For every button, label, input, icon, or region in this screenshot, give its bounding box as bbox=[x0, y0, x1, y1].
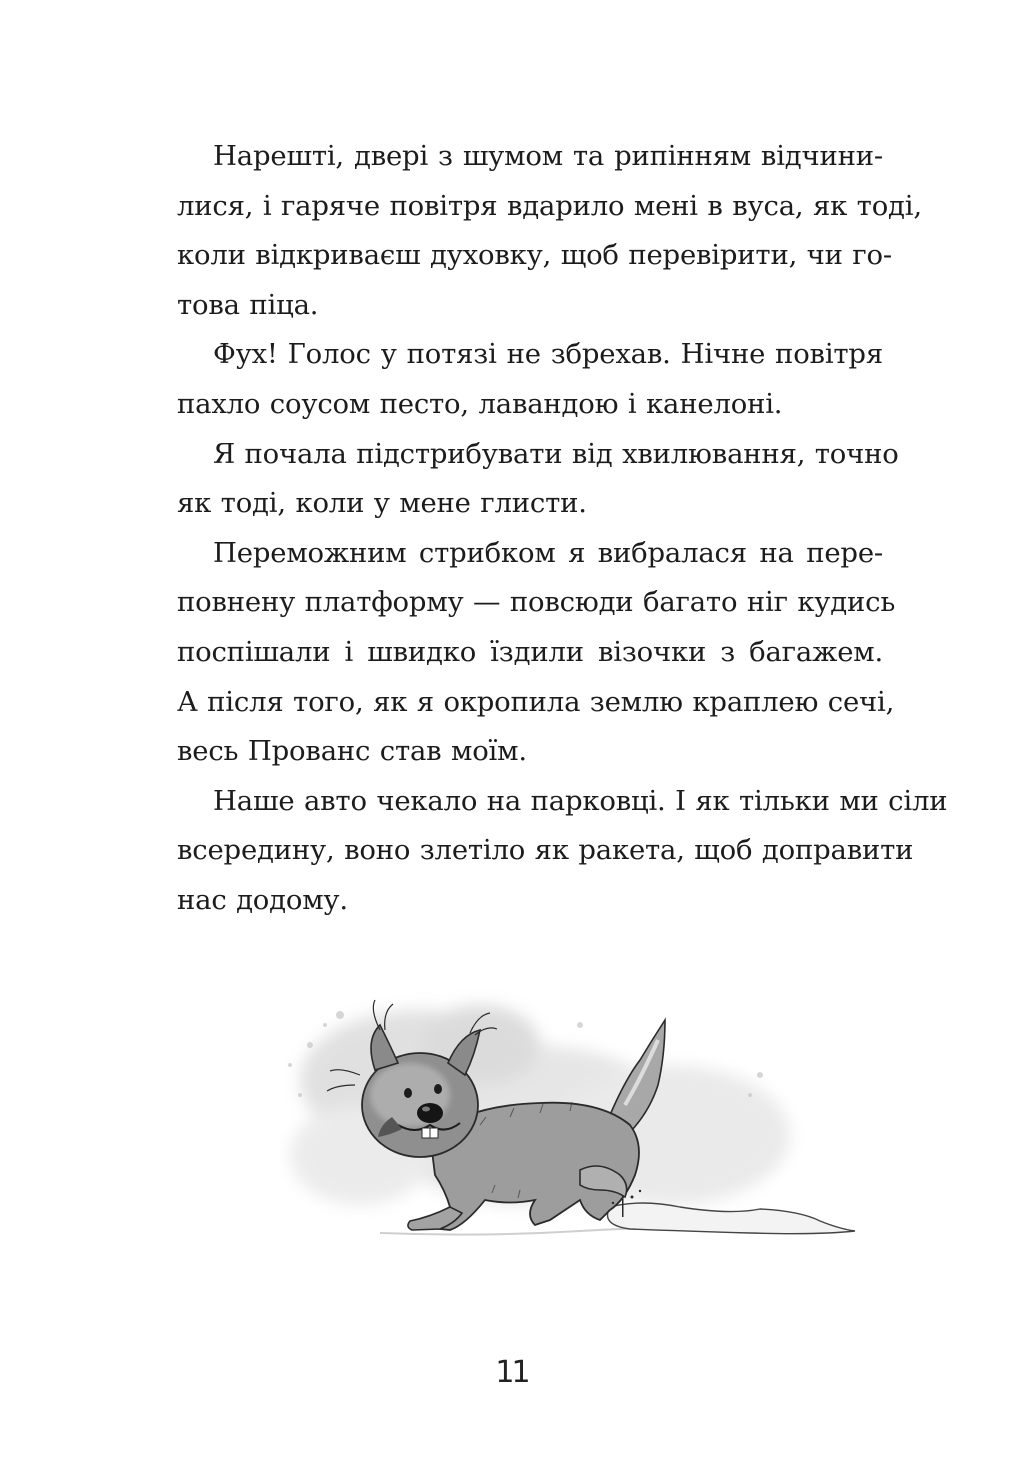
text-line: лися, і гаряче повітря вдарило мені в вуса, як тоді, bbox=[177, 189, 922, 222]
text-line: пахло соусом песто, лавандою і канелоні. bbox=[177, 387, 783, 420]
dog-illustration bbox=[280, 985, 880, 1265]
paragraph-5 bbox=[141, 777, 948, 926]
paragraph-3 bbox=[141, 430, 899, 529]
paragraph-1 bbox=[141, 132, 922, 330]
text-line: А після того, як я окропила землю краплею сечі, bbox=[177, 685, 895, 718]
text-line: това піца. bbox=[177, 288, 319, 321]
text-line: нас додому. bbox=[177, 883, 348, 916]
text-line: Переможним стрибком я вибралася на пере- bbox=[213, 536, 883, 569]
text-line: Я почала підстрибувати від хвилювання, точно bbox=[213, 437, 899, 470]
text-line: як тоді, коли у мене глисти. bbox=[177, 487, 587, 520]
text-line: коли відкриваєш духовку, щоб перевірити, чи го- bbox=[177, 239, 892, 272]
text-line: поспішали і швидко їздили візочки з багажем. bbox=[177, 635, 883, 668]
body-text bbox=[141, 132, 948, 926]
text-line: Нарешті, двері з шумом та рипінням відчини- bbox=[213, 140, 883, 172]
text-line: повнену платформу — повсюди багато ніг кудись bbox=[177, 586, 896, 619]
text-line: всередину, воно злетіло як ракета, щоб доправити bbox=[177, 834, 914, 867]
text-line: Наше авто чекало на парковці. І як тільки ми сіли bbox=[213, 784, 948, 817]
paragraph-2 bbox=[141, 330, 883, 429]
text-line: Фух! Голос у потязі не збрехав. Нічне повітря bbox=[213, 338, 883, 371]
puddle bbox=[608, 1203, 856, 1234]
page-number: 11 bbox=[495, 1355, 528, 1390]
paragraph-4 bbox=[141, 529, 896, 777]
text-line: весь Прованс став моїм. bbox=[177, 735, 527, 768]
